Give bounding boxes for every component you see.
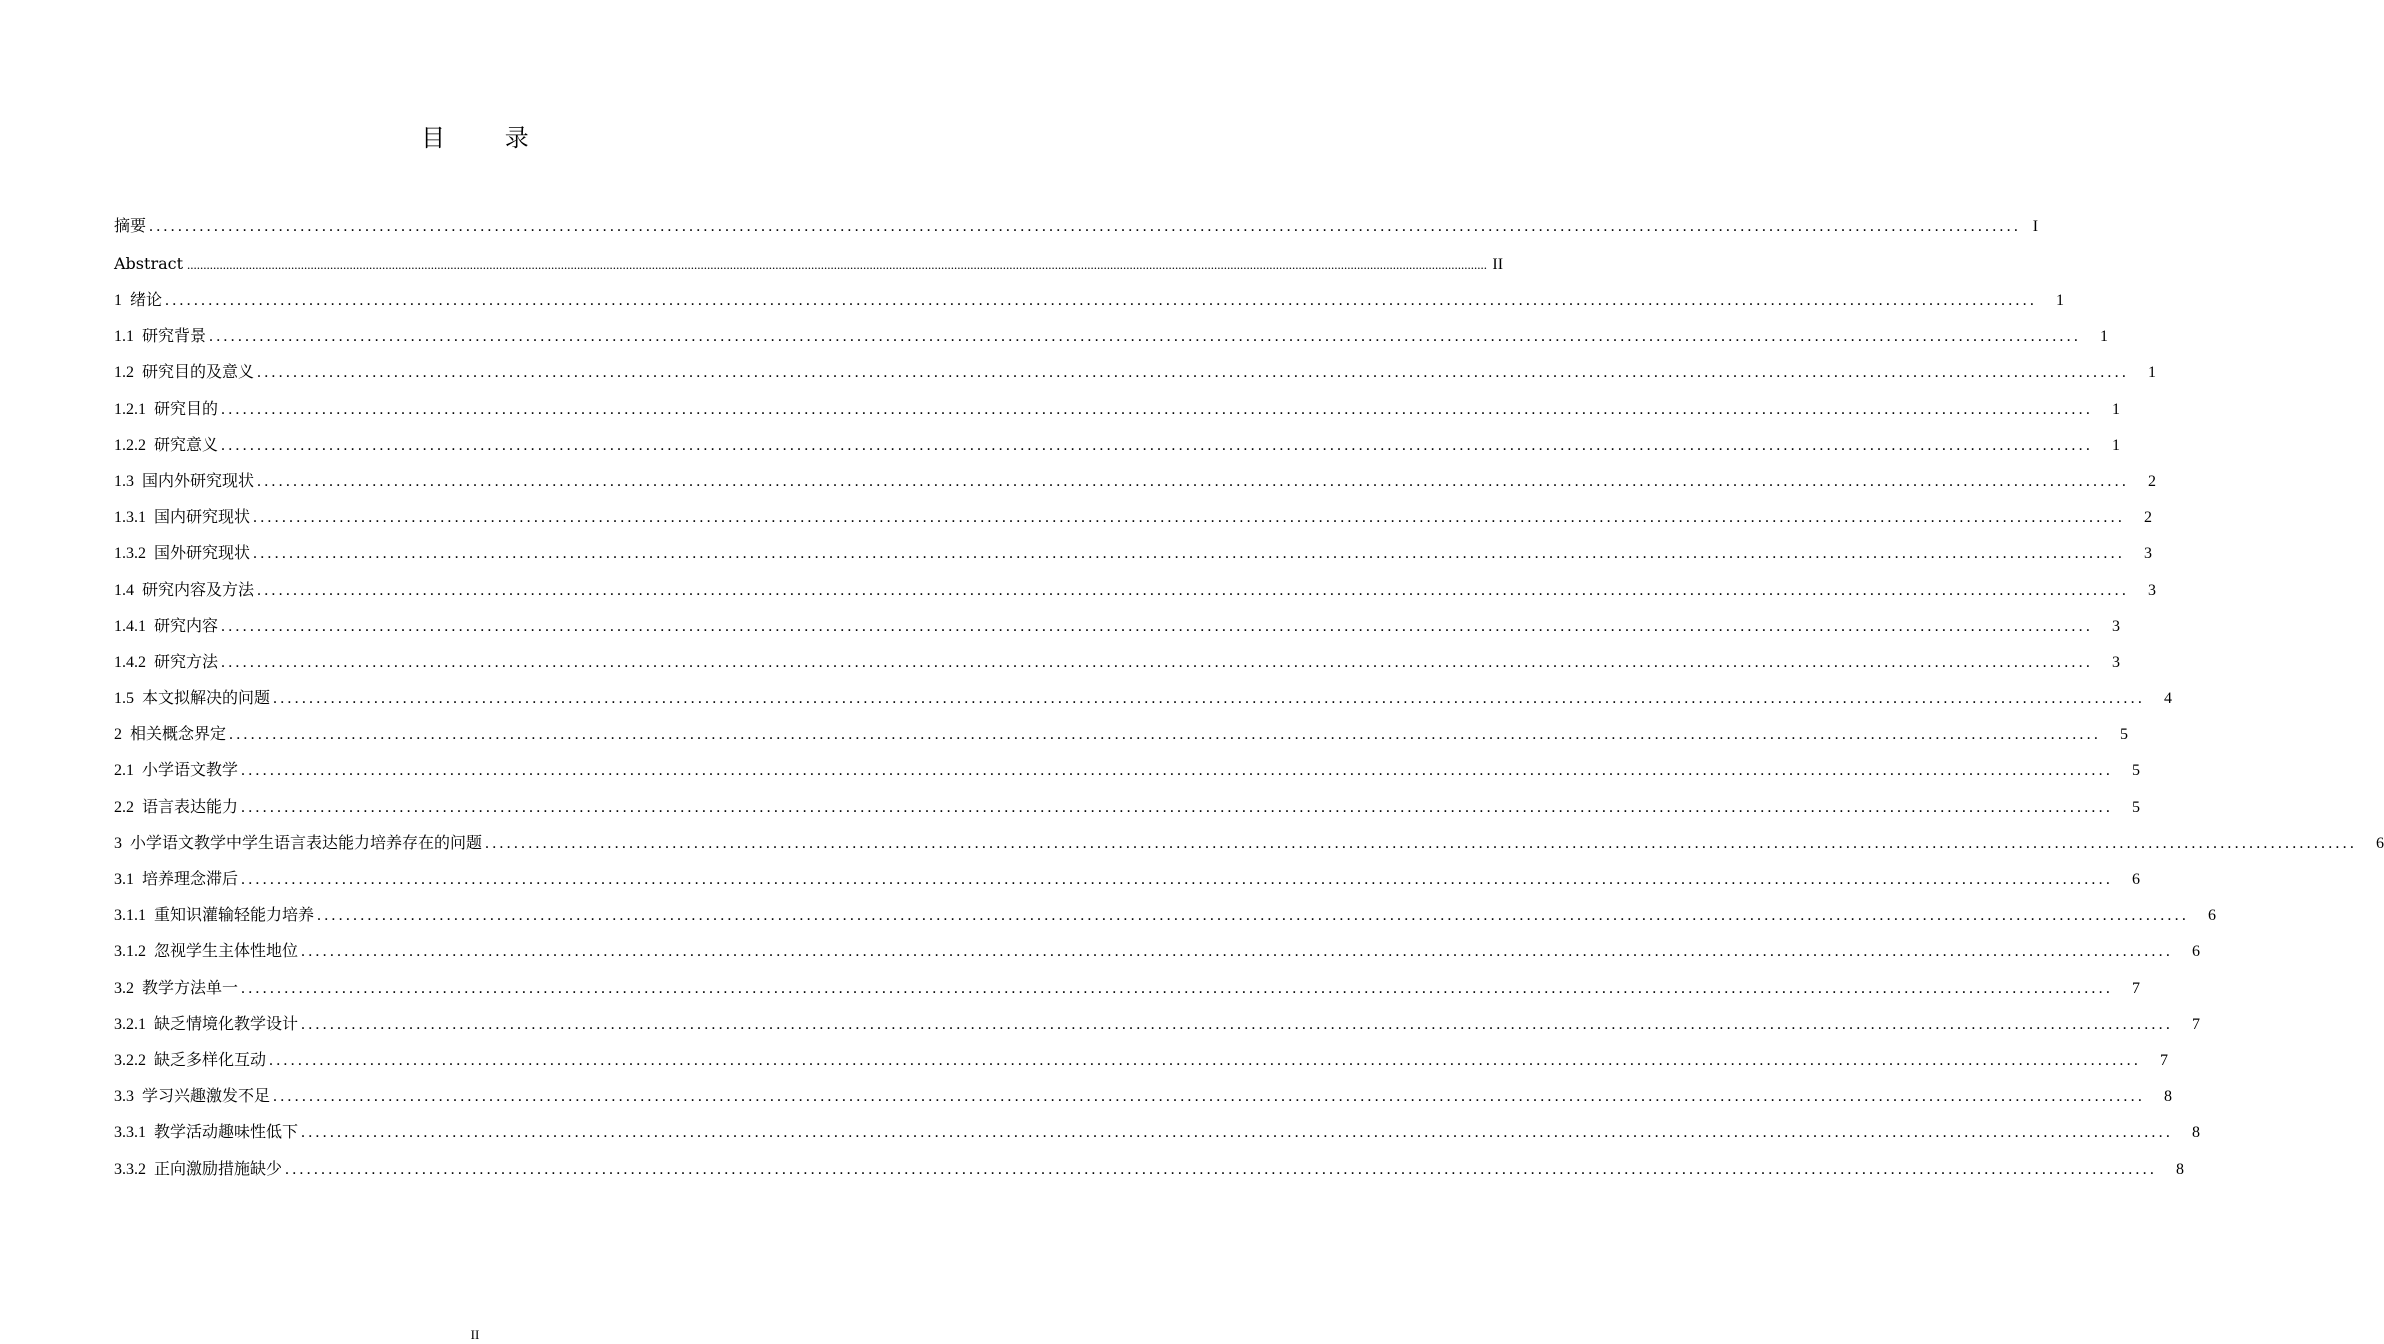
- dot-leader: ....................................................................................................................................................................................................................................................................: [301, 943, 2174, 961]
- toc-entry-label: 绪论: [130, 290, 163, 309]
- dot-leader: ....................................................................................................................................................................................................................................................................: [485, 834, 2358, 852]
- toc-entry-number: 1.2.2: [114, 436, 146, 454]
- toc-entry-title: [114, 716, 226, 753]
- toc-entry[interactable]: [114, 1078, 2173, 1114]
- toc-entry[interactable]: [114, 208, 2039, 246]
- toc-entry-number: 3.1: [114, 871, 134, 888]
- dot-leader: ....................................................................................................................................................................................................................................................................: [253, 509, 2126, 527]
- toc-entry-label: 学习兴趣激发不足: [142, 1086, 271, 1106]
- dot-leader: ....................................................................................................................................................................................................................................................................: [273, 1088, 2146, 1106]
- dot-leader: ....................................................................................................................................................................................................................................................................: [301, 1015, 2174, 1033]
- dot-leader: ....................................................................................................................................................................................................................................................................: [257, 581, 2130, 599]
- toc-entry-title: [114, 644, 218, 681]
- toc-entry-title: [114, 391, 218, 428]
- toc-entry[interactable]: [114, 1042, 2169, 1078]
- toc-entry[interactable]: [114, 789, 2141, 825]
- toc-entry-page: 6: [2376, 834, 2384, 852]
- toc-entry-page: 8: [2176, 1160, 2185, 1178]
- toc-entry-label: 相关概念界定: [130, 724, 227, 744]
- dot-leader: ....................................................................................................................................................................................................................................................................: [221, 653, 2094, 671]
- toc-entry[interactable]: [114, 535, 2153, 571]
- toc-entry[interactable]: [114, 825, 2384, 861]
- toc-entry[interactable]: [114, 427, 2121, 463]
- toc-entry-page: 1: [2056, 292, 2065, 309]
- table-of-contents: [114, 208, 2384, 1187]
- toc-entry-title: [114, 1078, 270, 1115]
- toc-entry-title: [114, 1006, 298, 1043]
- toc-entry-number: 1.3.1: [114, 509, 146, 527]
- toc-entry-title: [114, 427, 218, 464]
- toc-entry-label: 研究背景: [142, 326, 207, 346]
- toc-entry-page: 6: [2208, 907, 2217, 925]
- toc-entry-title: [114, 897, 314, 934]
- toc-entry-page: I: [2032, 218, 2039, 235]
- toc-entry-page: 1: [2100, 328, 2109, 346]
- toc-entry-page: 1: [2148, 364, 2157, 382]
- toc-entry-label: 研究目的: [154, 398, 219, 418]
- toc-entry-label: 国内外研究现状: [142, 470, 255, 490]
- toc-entry[interactable]: [114, 354, 2157, 390]
- toc-entry[interactable]: [114, 499, 2153, 535]
- dot-leader: ....................................................................................................................................................................................................................................................................: [241, 979, 2114, 997]
- toc-entry-page: 1: [2112, 436, 2121, 454]
- toc-entry-title: [114, 354, 254, 391]
- toc-entry-title: [114, 752, 238, 789]
- toc-entry[interactable]: [114, 644, 2121, 680]
- toc-entry-number: 2: [114, 726, 122, 744]
- toc-entry[interactable]: [114, 391, 2121, 427]
- dot-leader: ....................................................................................................................................................................................................................................................................: [165, 292, 2038, 309]
- toc-entry-page: 3: [2148, 581, 2157, 599]
- toc-entry-title: [114, 1114, 298, 1151]
- toc-entry-label: 小学语文教学中学生语言表达能力培养存在的问题: [130, 832, 483, 852]
- toc-entry-page: 5: [2120, 726, 2129, 744]
- toc-entry-title: [114, 825, 482, 862]
- toc-entry[interactable]: [114, 752, 2141, 788]
- toc-entry[interactable]: [114, 861, 2141, 897]
- toc-entry-title: [114, 535, 250, 572]
- toc-entry[interactable]: [114, 246, 1504, 282]
- toc-entry[interactable]: [114, 608, 2121, 644]
- dot-leader: ....................................................................................................................................................................................................................................................................: [229, 726, 2102, 744]
- toc-entry-title: [114, 208, 146, 244]
- toc-entry-label: 缺乏多样化互动: [154, 1049, 267, 1069]
- toc-entry-label: 教学方法单一: [142, 977, 239, 997]
- toc-entry-number: 1.3: [114, 472, 134, 490]
- toc-entry[interactable]: [114, 897, 2217, 933]
- toc-entry-page: II: [1492, 256, 1504, 273]
- dot-leader: ....................................................................................................................................................................................................................................................................: [317, 907, 2190, 925]
- toc-entry-title: [114, 246, 183, 282]
- toc-entry-page: 8: [2192, 1124, 2201, 1142]
- toc-entry-label: 忽视学生主体性地位: [154, 941, 299, 961]
- toc-entry-label: 研究内容及方法: [142, 579, 255, 599]
- toc-entry-page: 2: [2144, 509, 2153, 527]
- toc-entry-number: 1: [114, 292, 122, 309]
- toc-entry-title: [114, 970, 238, 1007]
- dot-leader: ....................................................................................................................................................................................................................................................................: [241, 762, 2114, 780]
- page-title: 目 录: [421, 124, 555, 152]
- toc-entry-title: [114, 499, 250, 536]
- toc-entry-label: 重知识灌输轻能力培养: [154, 905, 315, 925]
- dot-leader: ....................................................................................................................................................................................................................................................................: [221, 400, 2094, 418]
- toc-entry-label: 研究目的及意义: [142, 362, 255, 382]
- toc-entry-label: 正向激励措施缺少: [154, 1158, 283, 1178]
- toc-entry-number: 3.2.2: [114, 1051, 146, 1069]
- toc-entry-title: [114, 282, 162, 319]
- toc-entry[interactable]: [114, 1114, 2201, 1150]
- toc-entry-label: 国内研究现状: [154, 507, 251, 527]
- toc-entry-label: 国外研究现状: [154, 543, 251, 563]
- dot-leader: ................................................................................................................................................................................................................................................................................................................................................................................................................: [187, 257, 1488, 272]
- toc-entry-number: 1.2.1: [114, 400, 146, 418]
- toc-entry-title: [114, 1151, 282, 1188]
- toc-entry-title: [114, 572, 254, 609]
- toc-entry-number: 3: [114, 834, 122, 852]
- toc-entry-label: 教学活动趣味性低下: [154, 1122, 299, 1142]
- dot-leader: ....................................................................................................................................................................................................................................................................: [285, 1160, 2158, 1178]
- toc-entry-page: 6: [2132, 871, 2141, 888]
- toc-entry-title: [114, 861, 238, 898]
- toc-entry[interactable]: [114, 1151, 2185, 1187]
- toc-entry-number: 3.1.1: [114, 907, 146, 925]
- dot-leader: ....................................................................................................................................................................................................................................................................: [257, 472, 2130, 490]
- dot-leader: ....................................................................................................................................................................................................................................................................: [273, 690, 2146, 708]
- toc-entry-page: 3: [2112, 653, 2121, 671]
- toc-entry-number: 3.2.1: [114, 1015, 146, 1033]
- toc-entry-label: 摘要: [114, 216, 147, 235]
- toc-entry[interactable]: [114, 680, 2173, 716]
- toc-entry-number: 3.3: [114, 1088, 134, 1106]
- toc-entry-number: 3.3.2: [114, 1160, 146, 1178]
- toc-entry-number: 3.3.1: [114, 1124, 146, 1142]
- toc-entry-label: 研究内容: [154, 615, 219, 635]
- toc-entry-title: [114, 680, 270, 717]
- toc-entry-label: 研究意义: [154, 434, 219, 454]
- toc-entry-title: [114, 318, 206, 355]
- toc-entry-title: [114, 1042, 266, 1079]
- toc-entry-label: 小学语文教学: [142, 760, 239, 780]
- toc-entry-label: 语言表达能力: [142, 796, 239, 816]
- toc-entry-number: 1.1: [114, 328, 134, 346]
- toc-entry[interactable]: [114, 318, 2109, 354]
- dot-leader: ....................................................................................................................................................................................................................................................................: [209, 328, 2082, 346]
- toc-entry-page: 2: [2148, 472, 2157, 490]
- toc-entry-page: 4: [2164, 690, 2173, 708]
- toc-entry-number: 1.4: [114, 581, 134, 599]
- toc-entry-page: 6: [2192, 943, 2201, 961]
- toc-entry[interactable]: [114, 572, 2157, 608]
- dot-leader: ....................................................................................................................................................................................................................................................................: [149, 218, 2022, 235]
- dot-leader: ....................................................................................................................................................................................................................................................................: [221, 436, 2094, 454]
- toc-entry[interactable]: [114, 970, 2141, 1006]
- toc-entry[interactable]: [114, 716, 2129, 752]
- toc-entry-label: 培养理念滞后: [142, 869, 239, 888]
- dot-leader: ....................................................................................................................................................................................................................................................................: [301, 1124, 2174, 1142]
- toc-entry-page: 8: [2164, 1088, 2173, 1106]
- toc-entry-number: 1.4.2: [114, 653, 146, 671]
- toc-entry-page: 3: [2112, 617, 2121, 635]
- toc-entry-number: 1.5: [114, 690, 134, 708]
- toc-entry-number: 2.2: [114, 798, 134, 816]
- dot-leader: ....................................................................................................................................................................................................................................................................: [257, 364, 2130, 382]
- toc-entry-page: 7: [2192, 1015, 2201, 1033]
- toc-entry-page: 3: [2144, 545, 2153, 563]
- toc-entry-page: 1: [2112, 400, 2121, 418]
- dot-leader: ....................................................................................................................................................................................................................................................................: [221, 617, 2094, 635]
- page-number-footer: II: [470, 1327, 480, 1342]
- toc-entry-number: 1.4.1: [114, 617, 146, 635]
- toc-entry-page: 5: [2132, 762, 2141, 780]
- toc-entry[interactable]: [114, 933, 2201, 969]
- toc-entry-number: 2.1: [114, 762, 134, 780]
- toc-entry-number: 1.3.2: [114, 545, 146, 563]
- toc-entry-label: 缺乏情境化教学设计: [154, 1013, 299, 1033]
- toc-entry-page: 7: [2132, 979, 2141, 997]
- toc-entry-title: [114, 789, 238, 826]
- toc-entry-label: 本文拟解决的问题: [142, 688, 271, 708]
- dot-leader: ....................................................................................................................................................................................................................................................................: [241, 871, 2114, 888]
- toc-entry-title: [114, 933, 298, 970]
- toc-entry-title: [114, 608, 218, 645]
- dot-leader: ....................................................................................................................................................................................................................................................................: [253, 545, 2126, 563]
- dot-leader: ....................................................................................................................................................................................................................................................................: [269, 1051, 2142, 1069]
- toc-entry[interactable]: [114, 1006, 2201, 1042]
- toc-entry[interactable]: [114, 463, 2157, 499]
- toc-entry-label: 研究方法: [154, 651, 219, 671]
- toc-entry-number: 3.2: [114, 979, 134, 997]
- toc-entry[interactable]: [114, 282, 2065, 318]
- toc-entry-page: 7: [2160, 1051, 2169, 1069]
- toc-entry-title: [114, 463, 254, 500]
- toc-entry-label: Abstract: [114, 254, 184, 273]
- toc-entry-page: 5: [2132, 798, 2141, 816]
- toc-entry-number: 3.1.2: [114, 943, 146, 961]
- toc-entry-number: 1.2: [114, 364, 134, 382]
- dot-leader: ....................................................................................................................................................................................................................................................................: [241, 798, 2114, 816]
